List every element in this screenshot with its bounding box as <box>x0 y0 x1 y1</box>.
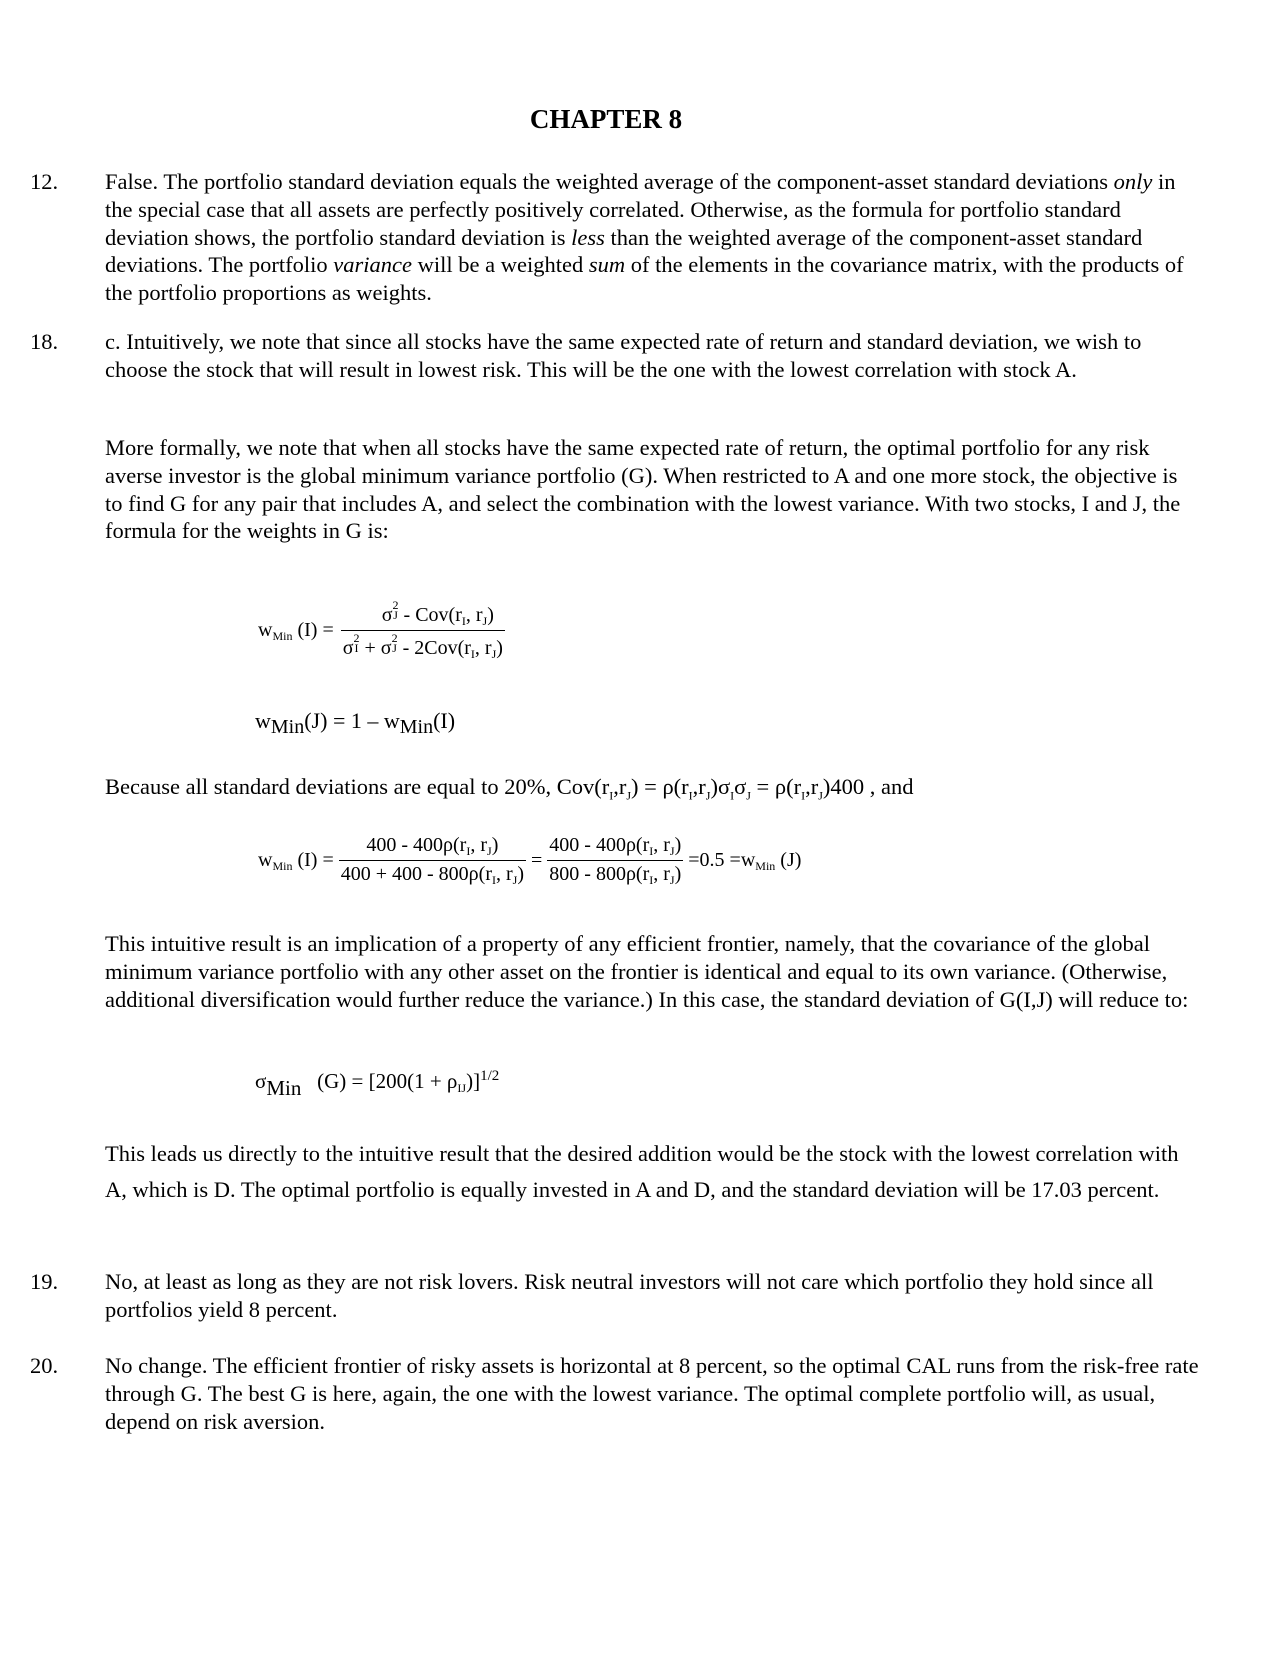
conclusion-paragraph: This leads us directly to the intuitive result that the desired addition would be the stock with the lowest correlation with A, which is D. The optimal portfolio is equally invested in A and D, and the standard deviation will be 17.03 percent. <box>105 1141 1179 1202</box>
weight-j-formula: wMin(J) = 1 – wMin(I) <box>255 708 456 738</box>
answer-18-formal-paragraph: More formally, we note that when all stocks have the same expected rate of return, the optimal portfolio for any risk averse investor is the global minimum variance portfolio (G). When restricted to A and one more stock, the objective is to find G for any pair that includes A, and select the combination with the lowest variance. With two stocks, I and J, the formula for the weights in G is: <box>105 435 1181 544</box>
chapter-title: CHAPTER 8 <box>529 104 683 134</box>
answer-19-text: No, at least as long as they are not risk lovers. Risk neutral investors will not care which portfolio they hold since all portfolios yield 8 percent. <box>105 1269 1154 1322</box>
answer-20-number: 20. <box>30 1353 59 1378</box>
answer-12-text: False. The portfolio standard deviation equals the weighted average of the component-asset standard deviations only in the special case that all assets are perfectly positively correlated. Otherwise, as the formula for portfolio standard deviation shows, the portfolio standard deviation is less than the weighted average of the component-asset standard deviations. The portfolio variance will be a weighted sum of the elements in the covariance matrix, with the products of the portfolio proportions as weights. <box>105 169 1184 306</box>
answer-18-intro: c. Intuitively, we note that since all stocks have the same expected rate of return and standard deviation, we wish to choose the stock that will result in lowest risk. This will be the one with the lowest correlation with stock A. <box>105 329 1142 382</box>
answer-18-number: 18. <box>30 329 59 354</box>
answer-12-number: 12. <box>30 169 59 194</box>
answer-20-text: No change. The efficient frontier of risky assets is horizontal at 8 percent, so the optimal CAL runs from the risk-free rate through G. The best G is here, again, the one with the lowest variance. The optimal complete portfolio will, as usual, depend on risk aversion. <box>105 1353 1199 1434</box>
weight-substitution-formula: $w_{Min}$ (I) = $\frac{400 - 400\rho(r_I, r_J)}{400 + 400 - 800\rho(r_I, r_J)}$ = $\frac{400 - 400\rho(r_I, r_J)}{800 - 800\rho(r_I, r_J)}$ $=0.5 =w_{Min}$ (J) <box>258 834 802 887</box>
sigma-min-formula: σMin $(G) = [200(1 + \rho IJ)]^{1/2}$ <box>255 1068 500 1100</box>
weight-formula: $w_{Min}$ (I) = σ2 J - $Cov(r_I$, $r_J$) σ2 I + σ2 J - $2Cov(r_I$, $r_J$) <box>258 598 503 661</box>
answer-19-number: 19. <box>30 1269 59 1294</box>
covariance-line: Because all standard deviations are equal to 20%, $Cov(r_I,r_J) = \rho(r_I,r_J)\sigma_I\sigma_J = \rho(r_I,r_J)400$ , and <box>105 774 914 803</box>
frontier-property-paragraph: This intuitive result is an implication of a property of any efficient frontier, namely, that the covariance of the global minimum variance portfolio with any other asset on the frontier is identical and equal to its own variance. (Otherwise, additional diversification would further reduce the variance.) In this case, the standard deviation of G(I,J) will reduce to: <box>105 931 1189 1012</box>
